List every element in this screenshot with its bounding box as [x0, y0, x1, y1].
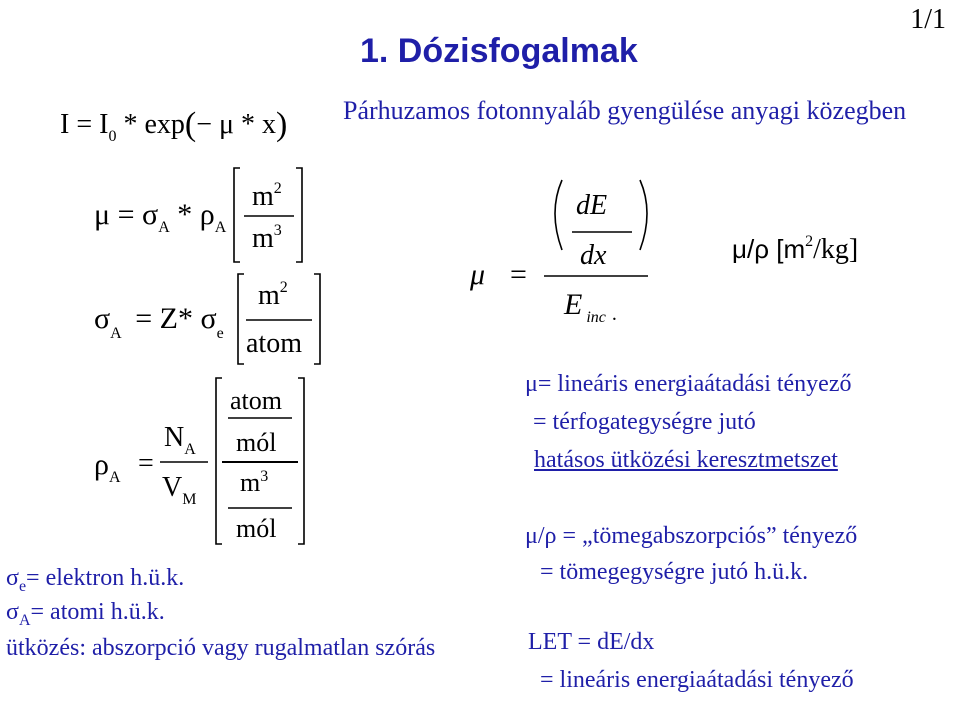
mudiff-num-top: dE	[576, 190, 608, 221]
mu-unit-num: $m^2$	[252, 180, 282, 212]
att-rhs: * exp	[123, 109, 185, 140]
rho-lhs: $\rho_A$	[94, 448, 121, 486]
att-paren-close: )	[276, 106, 288, 143]
sigma-mid: = Z* σ	[135, 302, 217, 335]
mu-lhs: μ = σ	[94, 198, 159, 231]
unit-label: μ/ρ $[m^2/kg]$	[732, 233, 859, 265]
sigma-subA: A	[110, 325, 122, 342]
mu-subA1: A	[158, 219, 170, 236]
mudiff-num-bot: dx	[580, 240, 607, 271]
att-lhs: I = I	[60, 109, 109, 140]
mu-unit-den: $m^3$	[252, 222, 282, 254]
def-mu-line1: μ= lineáris energiaátadási tényező	[525, 371, 852, 397]
mudiff-paren-right	[640, 180, 647, 250]
mu-subA2: A	[214, 219, 227, 236]
att-neg-mu: − μ * x	[196, 109, 277, 140]
sigma-sube: e	[216, 325, 224, 342]
rho-unit-mol1: mól	[236, 428, 277, 457]
sigma-unit-bracket-right	[314, 274, 320, 364]
def-mass-line1: μ/ρ = „tömegabszorpciós” tényező	[525, 523, 858, 549]
sigma-unit-bracket-left	[238, 274, 244, 364]
sigma-lhs: σ	[94, 302, 111, 335]
note-sigma-A: $\sigma_A=$ atomi h.ü.k.	[6, 599, 165, 629]
def-mu-line2: = térfogategységre jutó	[533, 409, 756, 435]
rho-unit-bracket-left	[216, 378, 222, 544]
page-title: 1. Dózisfogalmak	[360, 32, 638, 70]
def-let-line1: LET = dE/dx	[528, 629, 655, 655]
rho-den: $V_M$	[162, 472, 197, 508]
mudiff-paren-left	[555, 180, 562, 250]
att-sub0: 0	[108, 128, 117, 145]
mu-unit-bracket-right	[296, 168, 302, 262]
rho-eq: =	[138, 448, 154, 479]
mudiff-den: E $_{inc}$ $_.$	[564, 288, 617, 326]
rho-unit-bracket-right	[298, 378, 304, 544]
def-mu-line3: hatásos ütközési keresztmetszet	[534, 447, 838, 473]
note-collision: ütközés: abszorpció vagy rugalmatlan szórás	[6, 635, 436, 661]
mu-unit-bracket-left	[234, 168, 240, 262]
mudiff-mu: μ	[470, 258, 486, 291]
note-sigma-e: $\sigma_e=$ elektron h.ü.k.	[6, 565, 185, 595]
rho-unit-atom: atom	[230, 386, 282, 415]
rho-unit-mol2: mól	[236, 514, 277, 543]
mudiff-eq: =	[510, 258, 527, 291]
rho-unit-m3: $m^3$	[240, 468, 269, 497]
def-mass-line2: = tömegegységre jutó h.ü.k.	[540, 559, 809, 585]
sigma-unit-num: $m^2$	[258, 279, 288, 311]
sigma-unit-den: atom	[246, 328, 302, 359]
subtitle: Párhuzamos fotonnyaláb gyengülése anyagi közegben	[343, 96, 907, 125]
mu-mid: * ρ	[177, 198, 215, 231]
att-paren-open: (	[184, 106, 197, 143]
page-number: 1/1	[910, 4, 946, 35]
rho-num: $N_A$	[164, 422, 196, 458]
def-let-line2: = lineáris energiaátadási tényező	[540, 667, 854, 693]
